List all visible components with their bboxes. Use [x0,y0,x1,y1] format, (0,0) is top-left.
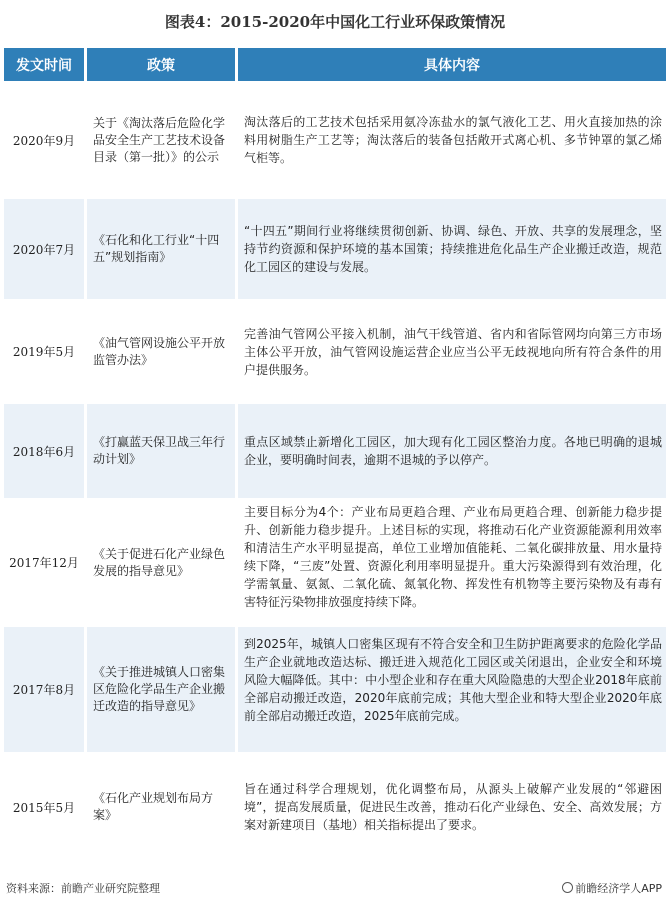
header-date: 发文时间 [4,48,84,81]
table-header [4,48,666,81]
row-content: 完善油气管网公平接入机制，油气干线管道、省内和省际管网均向第三方市场主体公平开放，油气管网设施运营企业应当公平无歧视地向所有符合条件的用户提供服务。 [238,302,666,401]
row-content: “十四五”期间行业将继续贯彻创新、协调、绿色、开放、共享的发展理念，坚持节约资源和保护环境的基本国策；持续推进危化品生产企业搬迁改造，规范化工园区的建设与发展。 [238,199,666,299]
brand-logo-icon [562,882,573,893]
table-row [4,627,666,752]
row-date: 2020年9月 [4,84,84,196]
row-policy: 《打赢蓝天保卫战三年行动计划》 [87,404,235,498]
row-content: 主要目标分为4个：产业布局更趋合理、产业布局更趋合理、创新能力稳步提升、创新能力稳步提升。上述目标的实现，将推动石化产业资源能源利用效率和清洁生产水平明显提高，单位工业增加值能耗、二氧化碳排放量、用水量持续下降，“三废”处置、资源化利用率明显提升。重大污染源得到有效治理，化学需氧量、氨氮、二氧化硫、氮氧化物、挥发性有机物等主要污染物及有毒有害特征污染物排放强度持续下降。 [238,501,666,624]
row-content: 到2025年，城镇人口密集区现有不符合安全和卫生防护距离要求的危险化学品生产企业就地改造达标、搬迁进入规范化工园区或关闭退出，企业安全和环境风险大幅降低。其中：中小型企业和存在重大风险隐患的大型企业2018年底前全部启动搬迁改造，2020年底前完成；其他大型企业和特大型企业2020年底前全部启动搬迁改造，2025年底前完成。 [238,627,666,752]
header-policy: 政策 [87,48,235,81]
brand-name: 前瞻经济学人APP [575,882,662,895]
table-row [4,501,666,624]
table-row [4,199,666,299]
row-policy: 《石化产业规划布局方案》 [87,755,235,859]
row-content: 淘汰落后的工艺技术包括采用氨冷冻盐水的氯气液化工艺、用火直接加热的涂料用树脂生产工艺等；淘汰落后的装备包括敞开式离心机、多节钟罩的氯乙烯气柜等。 [238,84,666,196]
table-row [4,84,666,196]
row-content: 旨在通过科学合理规划，优化调整布局，从源头上破解产业发展的“邻避困境”，提高发展质量，促进民生改善，推动石化产业绿色、安全、高效发展；方案对新建项目（基地）相关指标提出了要求。 [238,755,666,859]
row-policy: 《油气管网设施公平开放监管办法》 [87,302,235,401]
table-row [4,302,666,401]
row-policy: 关于《淘汰落后危险化学品安全生产工艺技术设备目录（第一批）》的公示 [87,84,235,196]
row-policy: 《石化和化工行业“十四五”规划指南》 [87,199,235,299]
policy-table [4,48,666,859]
row-content: 重点区域禁止新增化工园区，加大现有化工园区整治力度。各地已明确的退城企业，要明确时间表，逾期不退城的予以停产。 [238,404,666,498]
table-row [4,404,666,498]
source-note: 资料来源：前瞻产业研究院整理 [6,882,160,895]
row-policy: 《关于促进石化产业绿色发展的指导意见》 [87,501,235,624]
row-policy: 《关于推进城镇人口密集区危险化学品生产企业搬迁改造的指导意见》 [87,627,235,752]
page-title: 图表4：2015-2020年中国化工行业环保政策情况 [164,13,506,31]
table-row [4,755,666,859]
row-date: 2018年6月 [4,404,84,498]
row-date: 2017年8月 [4,627,84,752]
brand-credit [562,880,662,896]
header-content: 具体内容 [238,48,666,81]
row-date: 2019年5月 [4,302,84,401]
row-date: 2017年12月 [4,501,84,624]
row-date: 2015年5月 [4,755,84,859]
row-date: 2020年7月 [4,199,84,299]
